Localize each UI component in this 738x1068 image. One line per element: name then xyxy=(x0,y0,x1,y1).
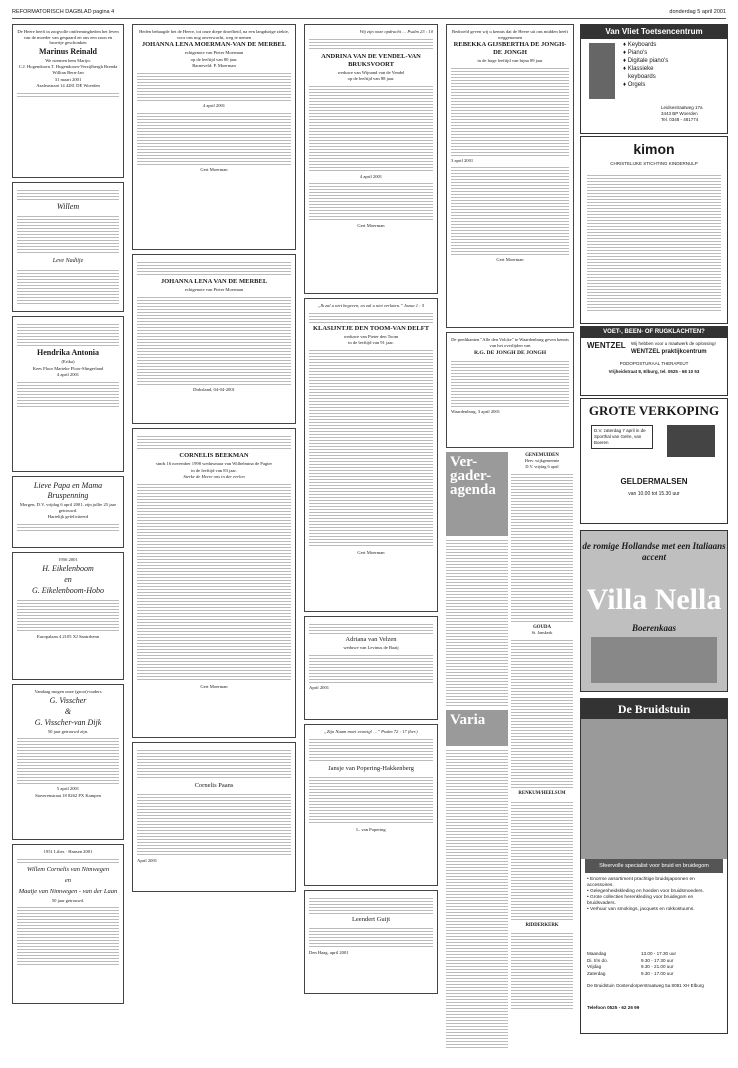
date: April 2001 xyxy=(137,858,158,863)
ad-item: ♦ Digitale piano's xyxy=(623,58,669,64)
ad-line: Wij hebben voor u maatwerk de oplossing! xyxy=(631,341,716,346)
deceased-name: ANDRINA VAN DE VENDEL-VAN BRUKSVOORT xyxy=(321,52,421,68)
signature: Dirksland, 04-04-2001 xyxy=(193,386,235,392)
church-date: D.V. vrijdag 6 april xyxy=(525,463,559,469)
text-lines xyxy=(309,311,433,323)
ad-kimon xyxy=(580,136,728,324)
name-1: H. Eikelenboom xyxy=(42,563,94,573)
text-lines xyxy=(17,380,119,408)
script-line: Leve Nadiije xyxy=(52,258,84,264)
page-header xyxy=(12,8,726,19)
text-lines xyxy=(446,748,508,1048)
date: 4 april 2001 xyxy=(359,173,383,179)
name-2: G. Visscher-van Dijk xyxy=(34,717,102,727)
vergader-agenda-banner: Ver-gader-agenda xyxy=(446,452,508,536)
column-1 xyxy=(12,24,124,1008)
years: 1956 2001 xyxy=(58,557,78,562)
signature: Gert Moerman xyxy=(357,223,385,229)
obituary-de-jongh-2 xyxy=(446,332,574,448)
ad-time: van 10.00 tot 15.30 uur xyxy=(628,491,680,497)
text-lines xyxy=(137,71,291,101)
ad-title: Villa Nella xyxy=(586,583,722,616)
text-lines xyxy=(309,926,433,948)
header-right: donderdag 5 april 2001 xyxy=(669,9,726,15)
ad-text: D.V. zaterdag 7 april in de Sporthal van Gelre, van Boeren xyxy=(591,425,653,449)
text-lines xyxy=(451,165,569,255)
column-4 xyxy=(446,24,574,1050)
congratulations: Hartelijk gefeliciteerd xyxy=(47,514,89,520)
obituary-beekman xyxy=(132,428,296,738)
obituary-van-de-vendel xyxy=(304,24,438,294)
signature: Gert Moerman xyxy=(200,166,228,172)
call-name: We noemen hem Marijn. xyxy=(45,57,91,63)
obituary-de-jongh xyxy=(446,24,574,328)
conjunction: en xyxy=(64,876,72,884)
date: 3 april 2001 xyxy=(451,157,474,163)
intro: Heden behaagde het de Heere, tot onze diepe droefheid, na een langdurige ziekte, voor ons nog onverwacht, weg te nemen xyxy=(139,29,289,40)
ad-item: keyboards xyxy=(628,74,656,80)
signature: L. van Popering xyxy=(356,826,386,832)
church-title: RENKUM/HEELSUM xyxy=(518,791,566,797)
text-lines xyxy=(309,348,433,548)
deceased-name: Adriana van Velzen xyxy=(345,636,397,643)
ad-wentzel xyxy=(580,326,728,396)
church-title: GENEMUIDEN xyxy=(525,453,559,458)
date: April 2001 xyxy=(309,684,330,690)
text-lines xyxy=(17,598,119,632)
agenda-genemuiden xyxy=(511,452,573,469)
family: Barneveld: P. Moerman xyxy=(192,63,236,69)
ad-van-vliet xyxy=(580,24,728,134)
text-lines xyxy=(446,538,508,708)
birth-announcement-willem xyxy=(12,182,124,312)
obituary-den-toom xyxy=(304,298,438,612)
ad-title: kimon xyxy=(633,141,675,157)
age: in de leeftijd van 91 jaar. xyxy=(348,340,394,346)
bullet: • Verhuur van smokings, jacquets en rokkostuums. xyxy=(587,907,695,912)
text-lines xyxy=(511,800,573,920)
agenda-right xyxy=(511,452,573,1050)
text-lines xyxy=(451,66,569,156)
relation: weduwe van Levinus de Baaij xyxy=(343,645,399,650)
ad-title: GROTE VERKOPING xyxy=(588,403,720,418)
ad-line: WENTZEL praktijkcentrum xyxy=(631,349,707,355)
ad-address xyxy=(661,105,703,123)
ad-item: ♦ Piano's xyxy=(623,50,648,56)
text-lines xyxy=(137,434,291,450)
keyboard-image xyxy=(589,43,615,99)
text-lines xyxy=(17,214,119,254)
parents: C.J. Hogendoorn T. Hogendoorn-Verzijlbergh Brenda Willian Bern-Jan xyxy=(18,64,118,75)
name: Leendert Guijt xyxy=(351,916,391,923)
age: op de leeftijd van 80 jaar. xyxy=(190,56,238,62)
ad-item: ♦ Orgels xyxy=(623,82,646,88)
text-lines xyxy=(17,736,119,784)
text-lines xyxy=(511,638,573,788)
date: Den Haag, april 2001 xyxy=(309,950,349,955)
text-lines xyxy=(309,653,433,683)
ad-heading: VOET-, BEEN- OF RUGKLACHTEN? xyxy=(581,327,727,338)
text-lines xyxy=(309,737,433,763)
deceased-name: R.G. DE JONGH DE JONGH xyxy=(473,350,547,357)
ad-item-list xyxy=(623,41,668,89)
text-lines xyxy=(309,775,433,825)
years: 1951 Lilies · Hansen 2001 xyxy=(43,849,93,854)
text-lines xyxy=(137,295,291,385)
child-nickname: (Erika) xyxy=(61,359,75,364)
text-lines xyxy=(587,173,721,313)
birth-announcement-hendrika xyxy=(12,316,124,472)
church-title: RIDDERKERK xyxy=(525,922,559,928)
name-1: Willem Cornelis van Nimwegen xyxy=(26,865,110,873)
anniversary-visscher xyxy=(12,684,124,840)
anniversary-text: Morgen, D.V. vrijdag 6 april 2001, zijn jullie 25 jaar getrouwd. xyxy=(19,502,117,513)
text-lines xyxy=(309,622,433,634)
name-2: G. Eikelenboom-Hobo xyxy=(32,585,104,595)
agenda-renkum xyxy=(511,790,573,796)
agenda-section xyxy=(446,452,574,1050)
ad-bullets xyxy=(587,877,721,913)
child-name: Marinus Reinald xyxy=(38,46,97,56)
age: in de hoge leeftijd van bijna 89 jaar xyxy=(477,58,543,64)
deceased-name: JOHANNA LENA VAN DE MERBEL xyxy=(160,278,268,285)
deceased-name: JOHANNA LENA MOERMAN-VAN DE MERBEL xyxy=(141,41,287,49)
text-lines xyxy=(17,905,119,965)
text-lines xyxy=(17,522,119,532)
ad-bruidstuin xyxy=(580,698,728,1034)
text-lines xyxy=(309,181,433,221)
age: in de leeftijd van 83 jaar. xyxy=(191,467,237,473)
script-title: Lieve Papa en Mama Bruspenning xyxy=(33,481,103,500)
deceased-name: CORNELIS BEEKMAN xyxy=(179,452,249,459)
ad-item: ♦ Keyboards xyxy=(623,42,657,48)
deceased-name: REBEKKA GIJSBERTHA DE JONGH-DE JONGH xyxy=(453,41,567,57)
ad-address: De Bruidstuin Oostendorperstraatweg 5a 8081 XH Elburg xyxy=(587,983,704,988)
name-1: G. Visscher xyxy=(49,695,87,705)
intro: De predikanten "Alle den Volcke" te Waardenburg geven kennis van het overlijden van xyxy=(451,337,569,348)
adullam-logo xyxy=(667,425,715,457)
bride-photo xyxy=(581,719,727,859)
parents: Kees Floor Marieke Floor-Slingerland xyxy=(32,365,104,371)
bullet: • Gelegenheidskleding en hoeden voor bruidsmoeders. xyxy=(587,889,704,894)
ad-subtitle: Sfeervolle specialist voor bruid en bruidegom xyxy=(585,859,723,873)
text-lines xyxy=(137,748,291,780)
anniversary-bruspenning xyxy=(12,476,124,548)
text-lines xyxy=(17,322,119,346)
date: 4 april 2001 xyxy=(202,102,226,108)
relation: weduwe van Wijnand van de Vendel xyxy=(337,69,405,75)
thanks-guijt xyxy=(304,890,438,994)
age: op de leeftijd van 88 jaar. xyxy=(347,76,395,82)
verse: „Ik zal u niet begeven, en zal u niet verlaten.” Jozua 1 : 5 xyxy=(317,303,425,308)
signature: Gert Moerman xyxy=(357,549,385,555)
deceased-name: KLASIJNTJE DEN TOOM-VAN DELFT xyxy=(312,324,430,332)
ad-item: ♦ Klassieke xyxy=(623,66,654,72)
ad-grote-verkoping xyxy=(580,398,728,524)
agenda-left xyxy=(446,452,508,1050)
deceased-name: Jansje van Popering-Hakkenberg xyxy=(328,764,414,772)
birth-announcement-marinus xyxy=(12,24,124,178)
text-lines xyxy=(309,37,433,51)
announcement-date: 4 april 2001 xyxy=(56,372,80,378)
hours-row: Maandag 13.00 - 17.30 uur xyxy=(587,951,676,956)
column-3 xyxy=(304,24,438,998)
text-lines xyxy=(137,482,291,682)
address-line: Leidsestraatweg 17a xyxy=(661,105,703,110)
agenda-gouda xyxy=(511,624,573,636)
obituary-paans xyxy=(132,742,296,892)
text-lines xyxy=(17,188,119,200)
text-lines xyxy=(137,792,291,856)
address: Europalaan 4 2105 XJ Santrrhenn xyxy=(36,633,100,639)
text-lines xyxy=(511,931,573,1011)
deceased-name: Cornelis Paans xyxy=(194,782,234,789)
agenda-ridderkerk xyxy=(511,922,573,928)
verse: Sterke de Heere ons in der eerlen xyxy=(183,474,245,480)
child-name: Hendrika Antonia xyxy=(36,348,99,357)
varia-banner: Varia xyxy=(446,710,508,746)
announcement-intro: De Heere heeft in zorgvolle ontfermingheden het leven van de moeder van gespaard en ons een zoon en broertje geschonken xyxy=(17,29,119,46)
bullet: • Grote collecties herenkleding voor bruidegom en bruidsvaders. xyxy=(587,895,694,906)
verse: „Zijn Naam moet eeuwig! …” Psalm 72 : 17 (ber.) xyxy=(324,729,418,734)
ad-title: Van Vliet Toetsencentrum xyxy=(581,25,727,39)
date: 5 april 2001 xyxy=(56,786,80,792)
name-2: Maatje van Nimwegen - van der Laan xyxy=(18,887,118,895)
bullet: • Enorme assortiment prachtige bruidsjaponnen en accessoires. xyxy=(587,877,695,888)
obituary-van-popering xyxy=(304,724,438,886)
intro: Bedroefd geven wij u kennis dat de Heere uit ons midden heeft weggenomen xyxy=(452,29,568,40)
church-title: GOUDA xyxy=(533,624,551,630)
obituary-van-velzen xyxy=(304,616,438,720)
text-lines xyxy=(511,472,573,622)
text-lines xyxy=(17,857,119,863)
sub: 50 jaar getrouwd zijn. xyxy=(47,728,89,734)
verse: Wij zijn onze opdracht … Psalm 23 : 10 xyxy=(359,29,433,34)
text-lines xyxy=(17,268,119,304)
conjunction: & xyxy=(64,706,72,716)
ad-subtitle: Boerenkaas xyxy=(631,623,676,633)
text-lines xyxy=(309,84,433,172)
anniversary-eikelenboom xyxy=(12,552,124,680)
hours-row: Vrijdag 9.30 - 21.00 uur xyxy=(587,964,674,969)
relation: weduwe van Pieter den Toom xyxy=(343,333,399,339)
signature: Gert Moerman xyxy=(200,683,228,689)
sub: 50 jaar getrouwd. xyxy=(51,897,85,903)
obituary-moerman-2 xyxy=(132,254,296,424)
ad-tagline: de romige Hollandse met een Italiaans accent xyxy=(582,541,726,562)
ad-line: Vrijheidstraat 8, Elburg, tel. 0525 - 68 10 53 xyxy=(608,369,700,374)
church-name: St. Janskerk xyxy=(531,630,553,636)
conjunction: en xyxy=(64,574,72,584)
hours-row: Di. t/m do. 9.30 - 17.30 uur xyxy=(587,957,674,963)
cheese-image xyxy=(591,637,717,683)
ad-subtitle: CHRISTELIJKE STICHTING KINDERNULP xyxy=(610,161,698,166)
address: Staverenstraat 18 8262 PX Kampen xyxy=(35,792,101,798)
text-lines xyxy=(451,359,569,407)
ad-villa-nella xyxy=(580,530,728,692)
hours-row: Zaterdag 9.30 - 17.00 uur xyxy=(587,970,674,976)
date: Waardenburg, 3 april 2001 xyxy=(451,409,501,415)
child-name: Willem xyxy=(56,202,80,211)
announcement-address: Azaleastraat 14 4281 DE Woerden xyxy=(36,83,100,89)
ad-brand: WENTZEL xyxy=(587,341,626,350)
relation: echtgenote van Pieter Moerman xyxy=(184,287,244,292)
column-2 xyxy=(132,24,296,896)
signature: Gert Moerman xyxy=(496,257,524,263)
ad-hours xyxy=(587,951,721,977)
text-lines xyxy=(309,896,433,914)
ad-phone: Telefoon 0525 - 62 26 99 xyxy=(587,1005,640,1010)
ad-line: PODOPOSTURAAL THERAPEUT xyxy=(619,361,689,366)
phone-line: Tel. 0348 - 481774 xyxy=(661,117,699,122)
text-lines xyxy=(137,111,291,165)
anniversary-van-nimwegen xyxy=(12,844,124,1004)
text-lines xyxy=(137,260,291,276)
intro: Vandaag mogen onze (groot)-ouders xyxy=(34,689,102,694)
relation: sinds 16 november 1998 weduwnaar van Wilhelmina de Pagter xyxy=(155,461,273,466)
church-name: Herv. wijkgemeente xyxy=(524,458,560,464)
ad-city: GELDERMALSEN xyxy=(620,477,688,486)
header-left: REFORMATORISCH DAGBLAD pagina 4 xyxy=(12,9,115,15)
city-line: 3443 BP Woerden xyxy=(661,111,698,116)
text-lines xyxy=(17,91,119,99)
ad-title: De Bruidstuin xyxy=(581,699,727,719)
obituary-moerman-1 xyxy=(132,24,296,250)
announcement-date: 31 maart 2001 xyxy=(54,76,82,82)
relation: echtgenote van Pieter Moerman xyxy=(184,50,244,56)
